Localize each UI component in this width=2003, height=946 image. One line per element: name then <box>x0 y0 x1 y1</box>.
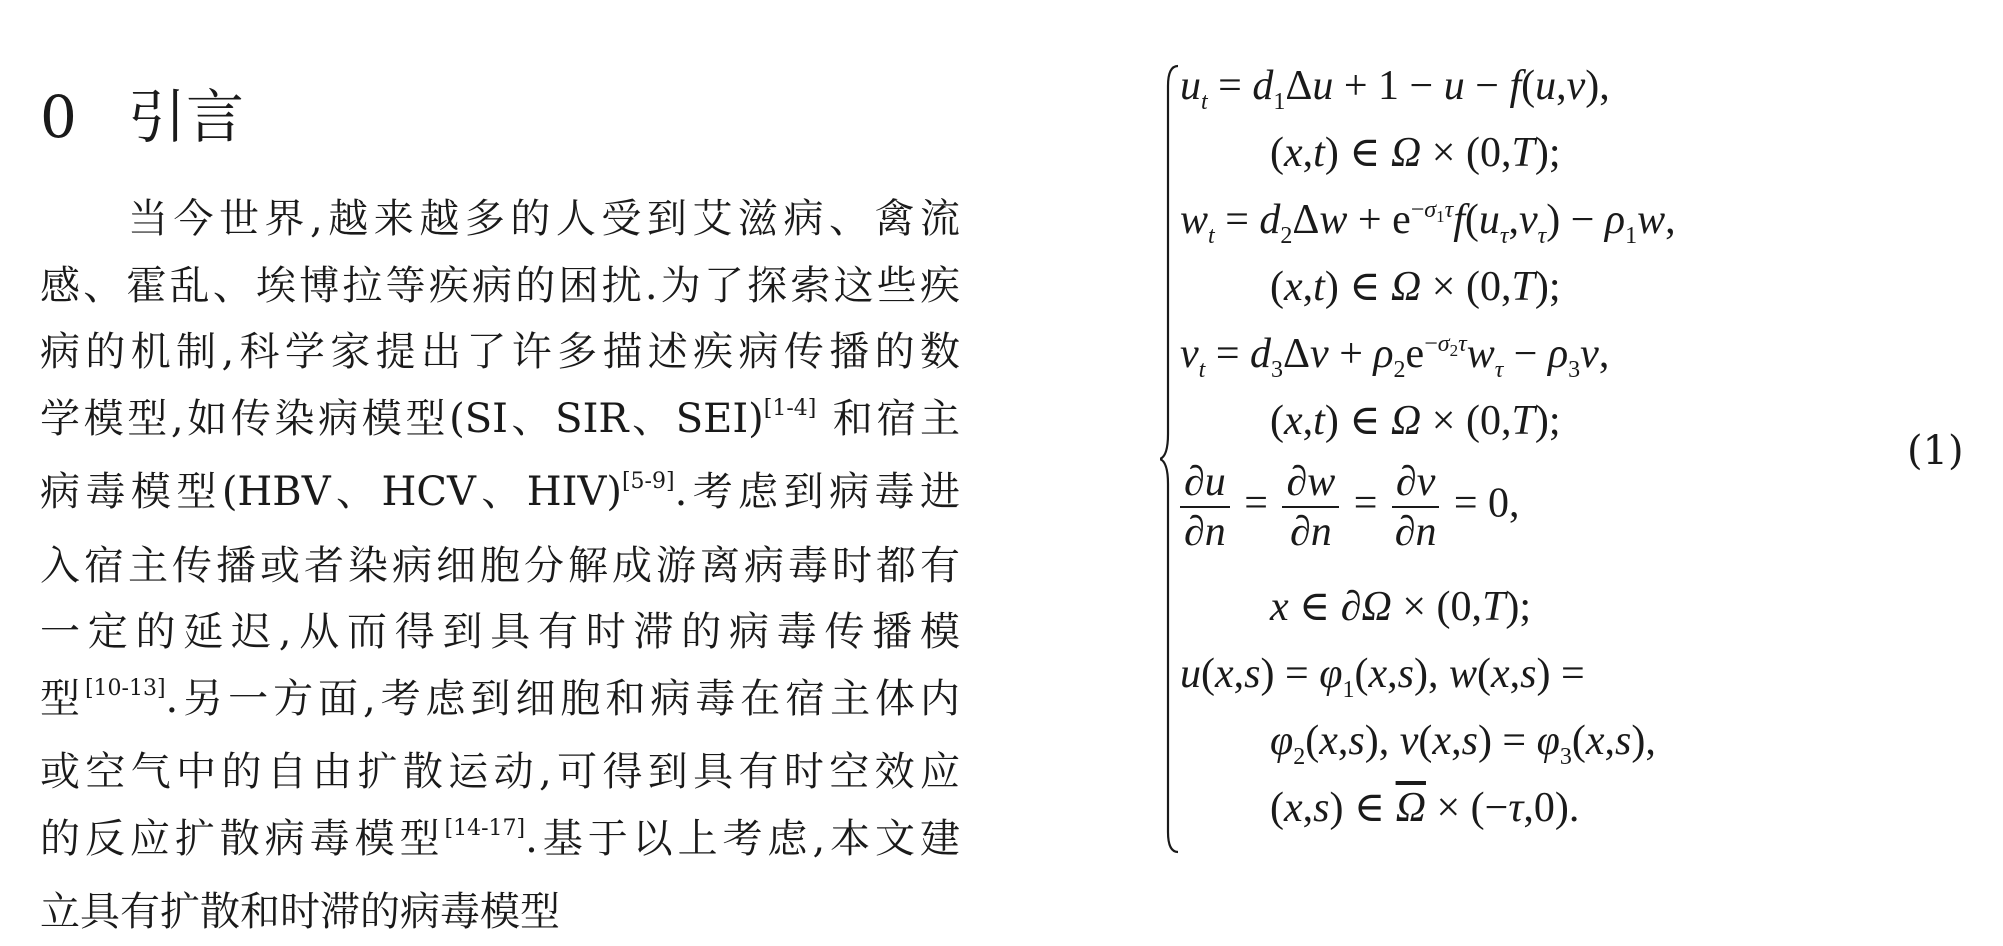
domain-condition: (x,t) ∈ Ω × (0,T); <box>1270 398 1561 444</box>
intro-line: 当今世界,越来越多的人受到艾滋病、禽流 <box>128 196 960 242</box>
intro-paragraph <box>40 186 960 946</box>
equation-w: $w_t = d_2\Delta w + e^{-\sigma_1\tau}f(u_\tau,v_\tau) - \rho_1w$, <box>1180 197 1676 249</box>
intro-line: 感、霍乱、埃博拉等疾病的困扰.为了探索这些疾 <box>40 262 960 309</box>
section-heading <box>40 82 244 152</box>
intro-line: 或空气中的自由扩散运动,可得到具有时空效应 <box>40 749 960 795</box>
initial-condition-cont: $\varphi_2(x,s)$, $v(x,s) = \varphi_3(x,s)$, <box>1270 718 1656 770</box>
intro-line: 入宿主传播或者染病细胞分解成游离病毒时都有 <box>40 542 960 589</box>
intro-line: 病毒模型(HBV、HCV、HIV)[5-9].考虑到病毒进 <box>40 469 961 515</box>
section-title: 引言 <box>128 83 245 151</box>
initial-condition: $u(x,s) = \varphi_1(x,s)$, w(x,s) = <box>1180 651 1585 703</box>
equation-number: (1) <box>1907 428 1964 474</box>
initial-domain: (x,s) ∈ $\overline{\Omega} \times (-\tau,0)$. <box>1270 785 1580 831</box>
equation-u: $u_t = d_1\Delta u + 1 - u - f(u,v)$, <box>1180 63 1610 115</box>
citation: [10-13] <box>84 675 166 701</box>
citation: [5-9] <box>621 469 675 494</box>
intro-line: 病的机制,科学家提出了许多描述疾病传播的数 <box>40 329 960 375</box>
domain-condition: (x,t) ∈ Ω × (0,T); <box>1270 264 1561 310</box>
citation: [14-17] <box>444 815 526 841</box>
citation: [1-4] <box>763 395 817 421</box>
equation-system <box>1160 60 1860 845</box>
domain-condition: (x,t) ∈ Ω × (0,T); <box>1270 130 1561 176</box>
equation-v: $v_t = d_3\Delta v + \rho_2e^{-\sigma_2\tau}w_\tau - \rho_3v$, <box>1180 331 1610 383</box>
boundary-condition: $\frac{\partial u}{\partial n}$ = $\frac{\partial w}{\partial n}$ = $\frac{\partial v}{\partial n}$ = 0, <box>1176 458 1520 556</box>
intro-line: 的反应扩散病毒模型[14-17].基于以上考虑,本文建 <box>40 815 960 862</box>
boundary-domain: x ∈ ∂Ω × (0,T); <box>1270 584 1532 630</box>
intro-line: 一定的延迟,从而得到具有时滞的病毒传播模 <box>40 609 960 655</box>
intro-line: 立具有扩散和时滞的病毒模型 <box>40 889 560 935</box>
intro-line: 学模型,如传染病模型(SI、SIR、SEI)[1-4] 和宿主 <box>40 395 961 442</box>
section-number: 0 <box>40 83 77 151</box>
intro-line: 型[10-13].另一方面,考虑到细胞和病毒在宿主体内 <box>40 675 960 722</box>
